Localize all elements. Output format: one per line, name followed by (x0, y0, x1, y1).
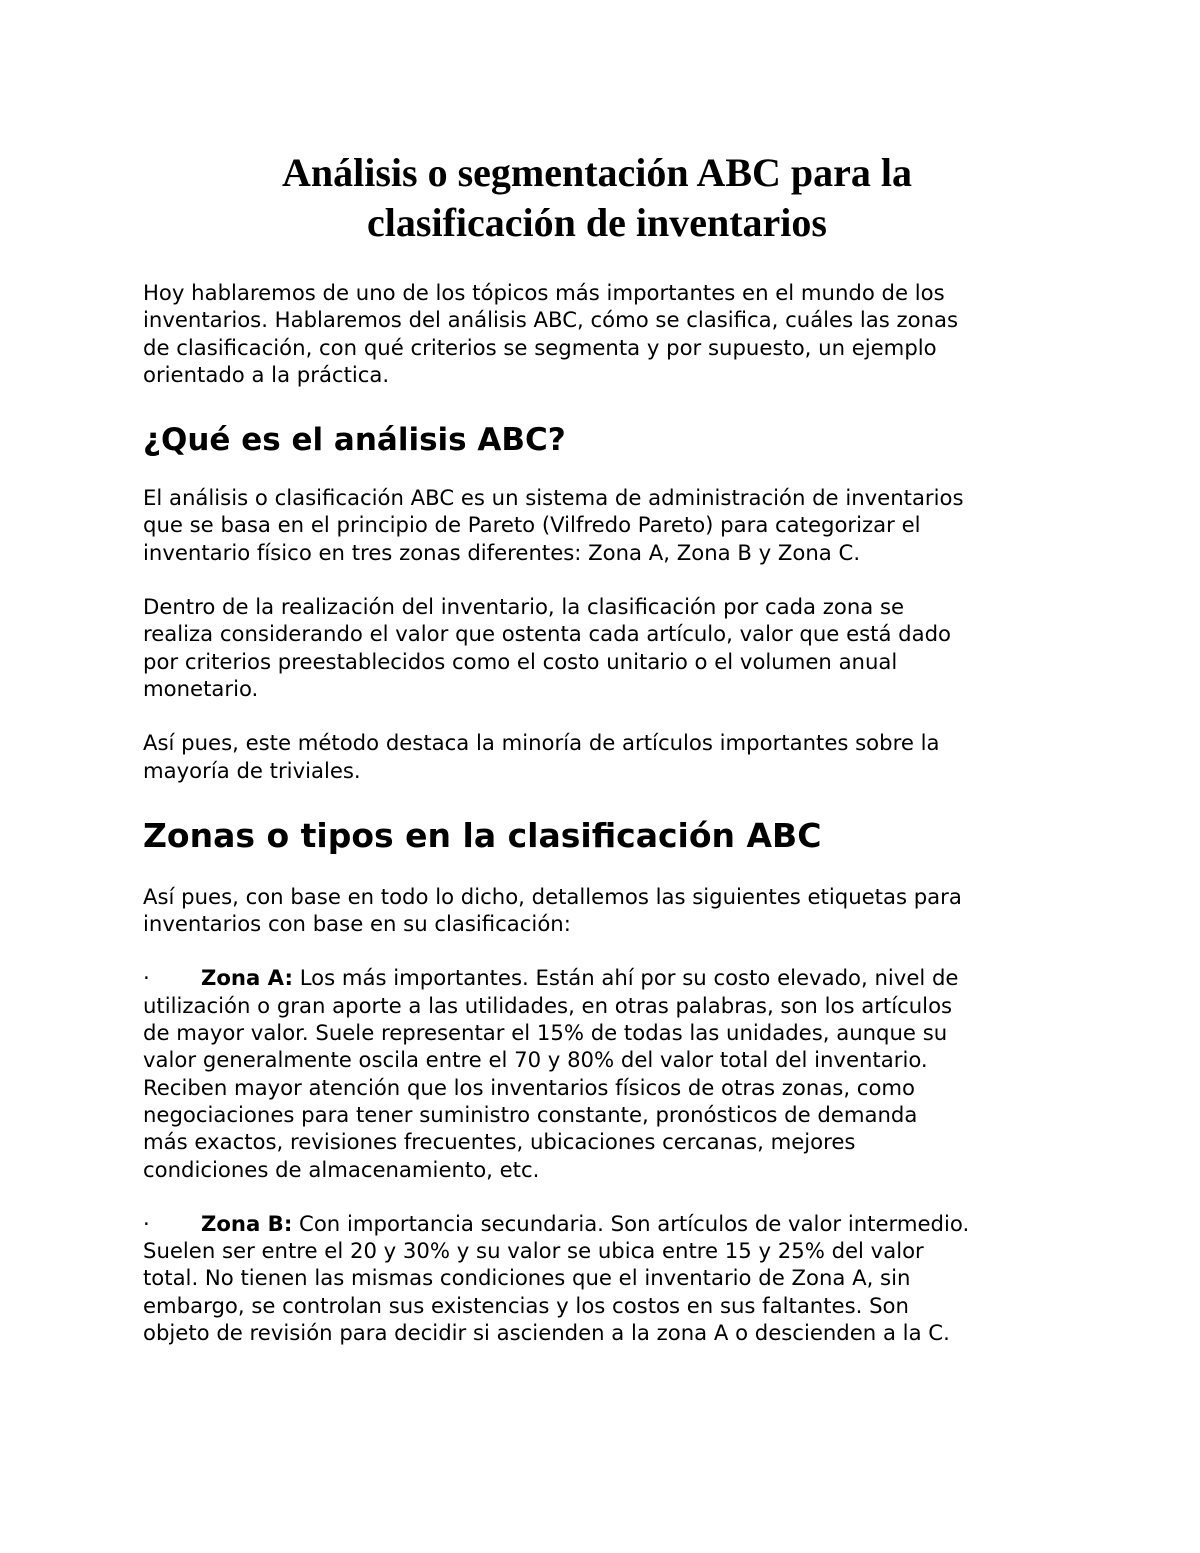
text-line: monetario. (143, 675, 259, 701)
bullet-icon: · (143, 965, 150, 991)
zone-a-label: Zona A: (201, 965, 293, 991)
text-line: realiza considerando el valor que ostenta cada artículo, valor que está dado (143, 621, 952, 647)
text-line: valor generalmente oscila entre el 70 y 80% del valor total del inventario. (143, 1047, 928, 1073)
section1-paragraph-3 (143, 729, 1063, 784)
text-line: Así pues, con base en todo lo dicho, detallemos las siguientes etiquetas para (143, 883, 962, 909)
title-line-1: Análisis o segmentación ABC para la (281, 150, 913, 195)
zone-a-list-item (143, 964, 1063, 1182)
text-line: embargo, se controlan sus existencias y los costos en sus faltantes. Son (143, 1292, 909, 1318)
zone-b-label: Zona B: (201, 1210, 293, 1236)
zone-b-text: Con importancia secundaria. Son artículos de valor intermedio. (292, 1210, 970, 1236)
text-line: negociaciones para tener suministro constante, pronósticos de demanda (143, 1101, 918, 1127)
text-line: inventario físico en tres zonas diferentes: Zona A, Zona B y Zona C. (143, 539, 861, 565)
text-line: Reciben mayor atención que los inventarios físicos de otras zonas, como (143, 1074, 916, 1100)
section1-paragraph-2 (143, 593, 1063, 702)
zone-b-first-line (143, 1210, 1063, 1237)
section-heading-zones: Zonas o tipos en la clasificación ABC (143, 815, 822, 855)
text-line: Suelen ser entre el 20 y 30% y su valor se ubica entre 15 y 25% del valor (143, 1238, 924, 1264)
text-line: de mayor valor. Suele representar el 15% de todas las unidades, aunque su (143, 1020, 948, 1046)
text-line: Así pues, este método destaca la minoría de artículos importantes sobre la (143, 730, 940, 756)
intro-paragraph (143, 279, 1063, 388)
document-title (143, 148, 1063, 248)
text-line: Hoy hablaremos de uno de los tópicos más importantes en el mundo de los (143, 280, 945, 305)
text-line: condiciones de almacenamiento, etc. (143, 1156, 540, 1182)
text-line: orientado a la práctica. (143, 361, 390, 387)
text-line: inventarios. Hablaremos del análisis ABC, cómo se clasifica, cuáles las zonas (143, 307, 959, 333)
text-line: utilización o gran aporte a las utilidades, en otras palabras, son los artículos (143, 992, 953, 1018)
zone-a-text: Los más importantes. Están ahí por su costo elevado, nivel de (292, 965, 959, 991)
text-line: más exactos, revisiones frecuentes, ubicaciones cercanas, mejores (143, 1129, 856, 1155)
text-line: Dentro de la realización del inventario, la clasificación por cada zona se (143, 594, 905, 620)
zone-a-first-line (143, 964, 1063, 991)
text-line: por criterios preestablecidos como el costo unitario o el volumen anual (143, 648, 898, 674)
text-line: inventarios con base en su clasificación: (143, 911, 571, 937)
section2-paragraph-1 (143, 883, 1063, 938)
text-line: El análisis o clasificación ABC es un sistema de administración de inventarios (143, 485, 964, 511)
bullet-icon: · (143, 1210, 150, 1236)
text-line: de clasificación, con qué criterios se segmenta y por supuesto, un ejemplo (143, 334, 937, 360)
text-line: que se basa en el principio de Pareto (Vilfredo Pareto) para categorizar el (143, 512, 921, 538)
text-line: objeto de revisión para decidir si ascienden a la zona A o descienden a la C. (143, 1320, 950, 1346)
section-heading-what-is-abc: ¿Qué es el análisis ABC? (143, 422, 566, 459)
document-content (143, 148, 1063, 1346)
title-line-2: clasificación de inventarios (367, 200, 827, 245)
text-line: mayoría de triviales. (143, 757, 361, 783)
section1-paragraph-1 (143, 484, 1063, 566)
text-line: total. No tienen las mismas condiciones que el inventario de Zona A, sin (143, 1265, 911, 1291)
zone-b-list-item (143, 1210, 1063, 1346)
